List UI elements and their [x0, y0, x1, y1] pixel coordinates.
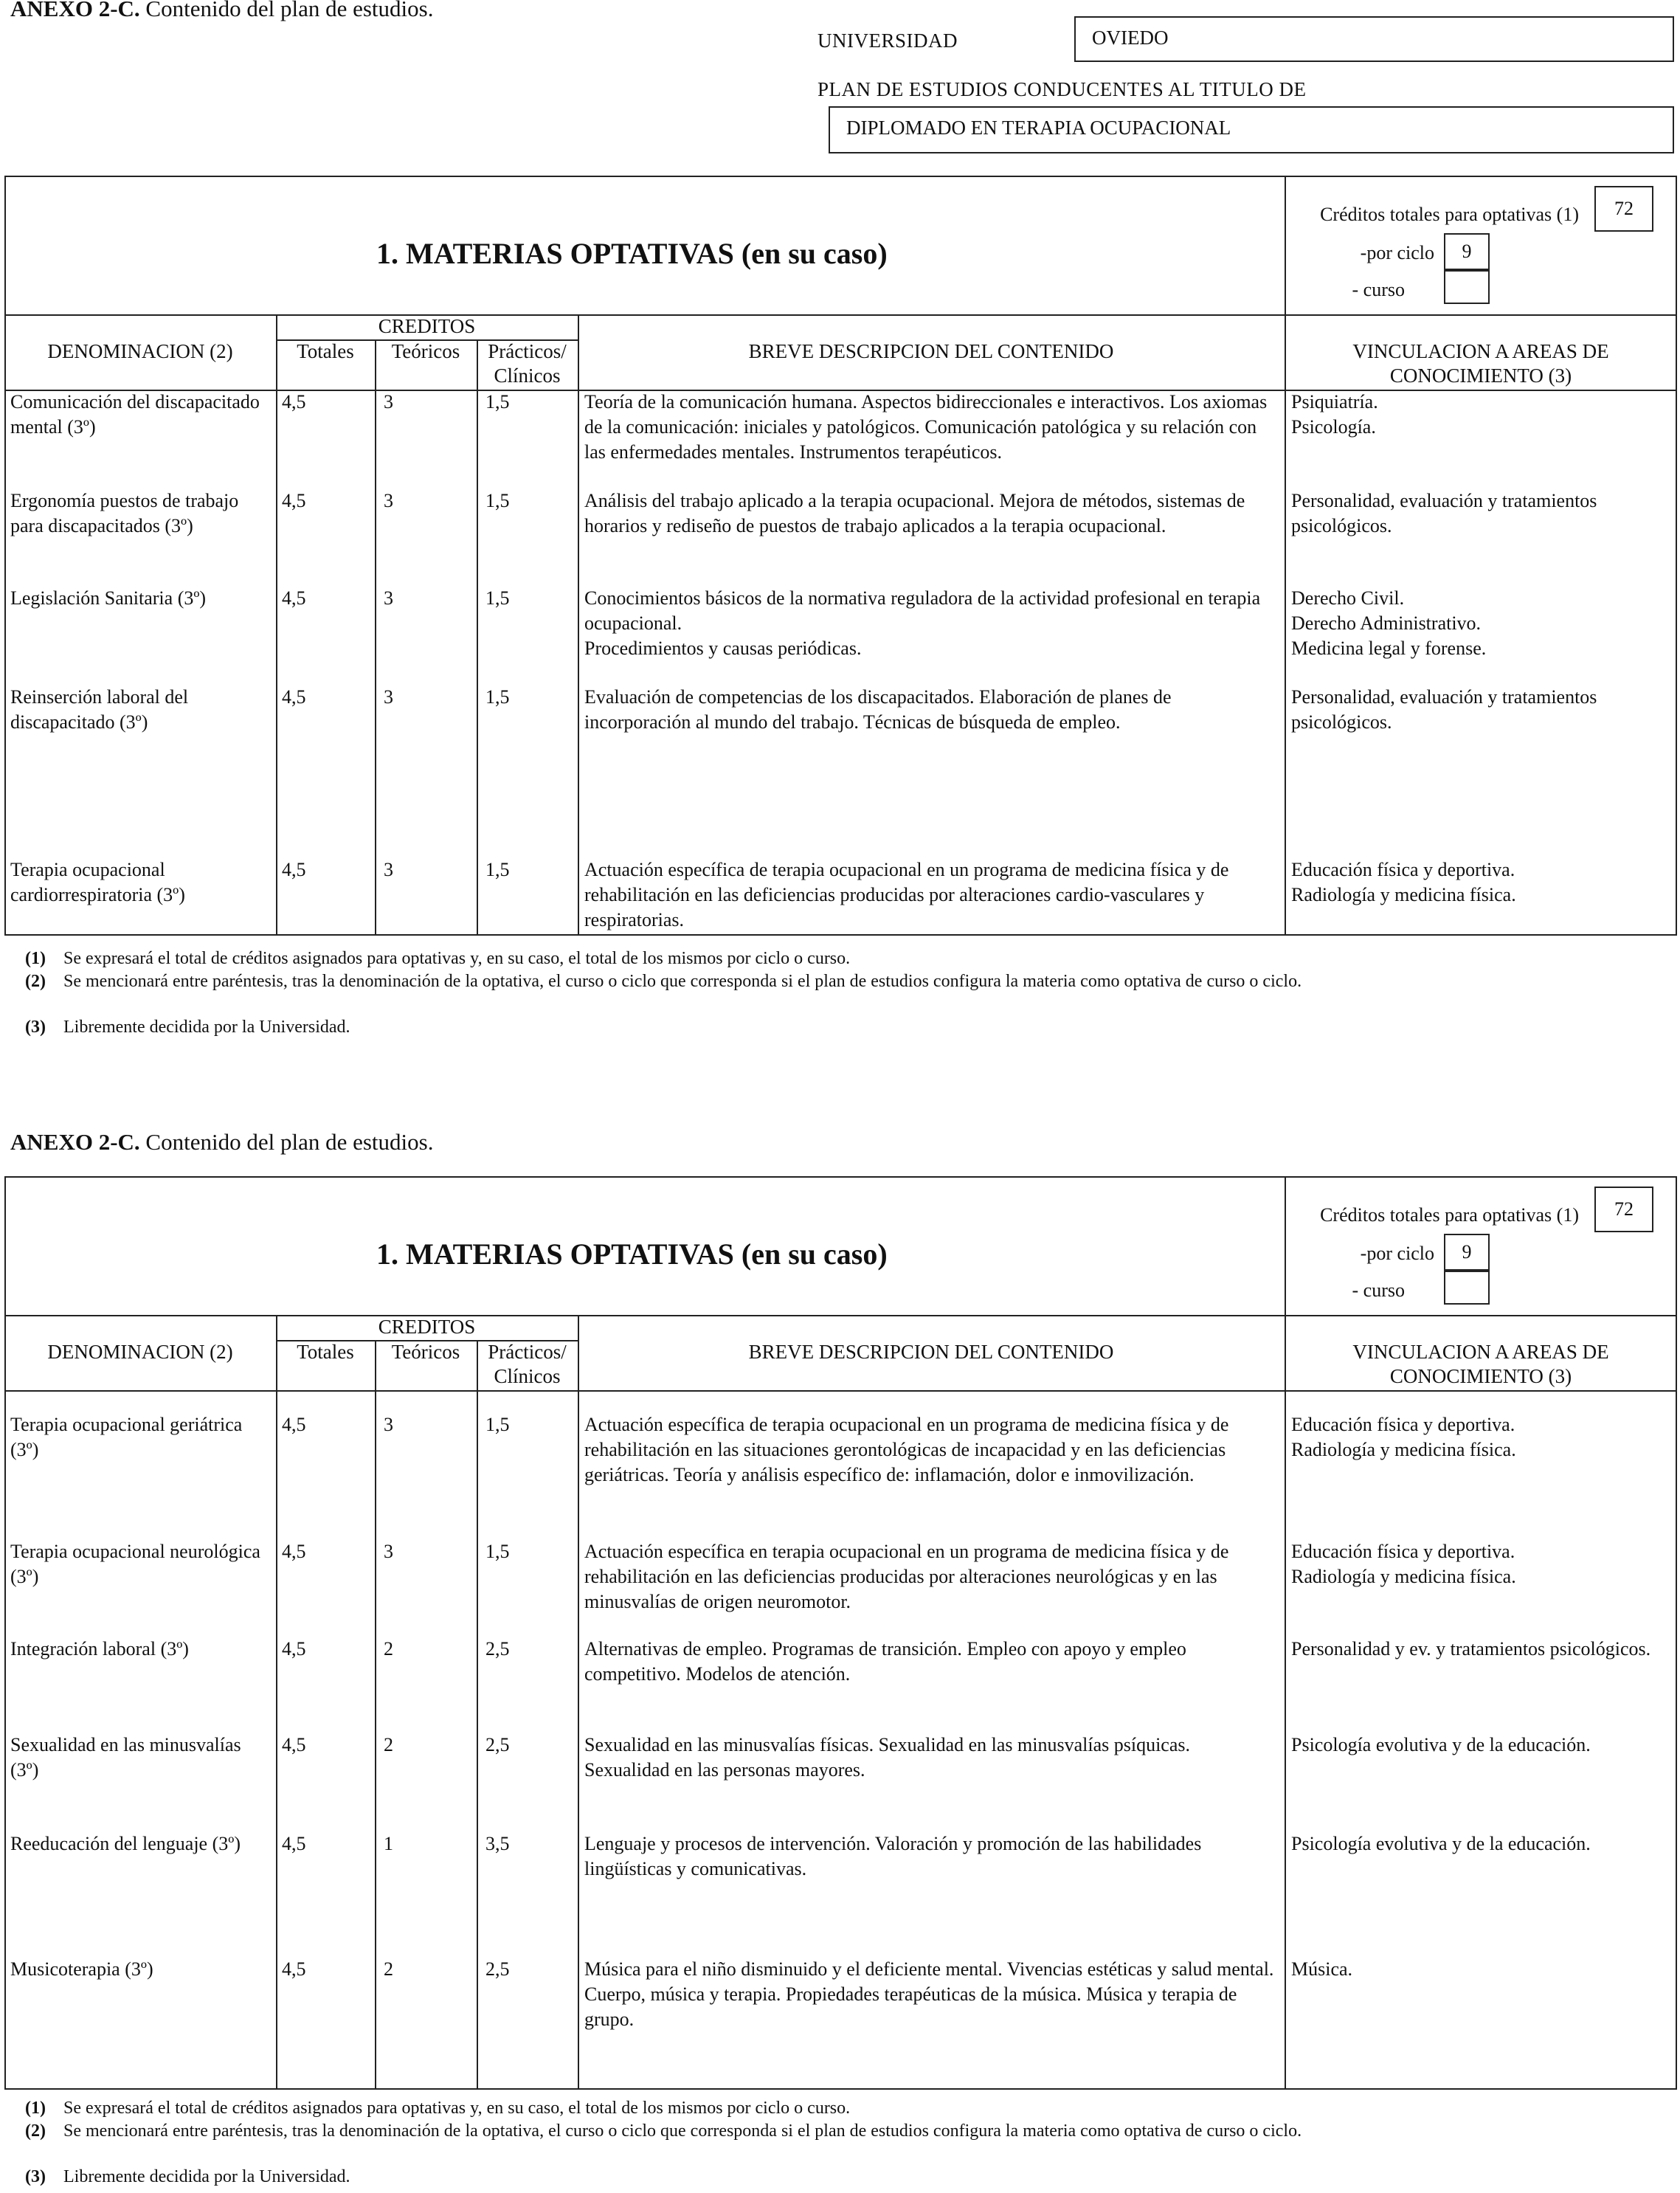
footnote-text: Se expresará el total de créditos asignados para optativas y, en su caso, el total de los mismos por ciclo o curso.	[63, 949, 851, 968]
cell-desc: Actuación específica en terapia ocupacional en un programa de medicina física y de rehabilitación en las deficiencias producidas por alteraciones neurológicas y en las minusvalías de origen neuromotor.	[584, 1541, 1229, 1612]
cell-totales: 4,5	[282, 1414, 306, 1435]
credits-total-box: 72	[1594, 1187, 1653, 1232]
col-divider	[375, 339, 376, 936]
cell-area: Psicología evolutiva y de la educación.	[1291, 1734, 1591, 1755]
cell-practicos: 2,5	[485, 1638, 510, 1660]
cell-practicos: 1,5	[485, 1414, 510, 1435]
cell-totales: 4,5	[282, 1734, 306, 1755]
annex-heading	[10, 1129, 433, 1156]
header-bottom	[4, 1390, 1677, 1392]
per-cycle-label: -por ciclo	[1360, 1243, 1434, 1264]
cell-area: Personalidad y ev. y tratamientos psicológicos.	[1291, 1638, 1651, 1660]
cell-teoricos: 3	[384, 490, 393, 511]
cell-name: Terapia ocupacional neurológica (3º)	[10, 1541, 260, 1587]
col-creditos: CREDITOS	[378, 1316, 476, 1338]
col-divider	[477, 1340, 478, 2090]
cell-practicos: 1,5	[485, 686, 510, 708]
col-divider	[276, 314, 277, 936]
cell-desc: Conocimientos básicos de la normativa reguladora de la actividad profesional en terapia ocupacional. Procedimientos y causas periódicas.	[584, 587, 1261, 659]
footnote-text: Se mencionará entre paréntesis, tras la denominación de la optativa, el curso o ciclo que corresponda si el plan de estudios configura la materia como optativa de curso o ciclo.	[63, 2121, 1302, 2141]
cell-totales: 4,5	[282, 1958, 306, 1980]
cell-teoricos: 3	[384, 686, 393, 708]
optativas-table-2	[4, 1176, 1677, 2090]
annex-label: ANEXO 2-C.	[10, 1129, 140, 1155]
cell-totales: 4,5	[282, 490, 306, 511]
cell-practicos: 1,5	[485, 859, 510, 880]
cell-desc: Análisis del trabajo aplicado a la terapia ocupacional. Mejora de métodos, sistemas de horarios y rediseño de puestos de trabajo aplicados a la terapia ocupacional.	[584, 490, 1245, 536]
footnote-text: Libremente decidida por la Universidad.	[63, 1018, 350, 1037]
col-divider	[276, 1315, 277, 2090]
cell-area: Educación física y deportiva. Radiología y medicina física.	[1291, 1414, 1516, 1460]
table-title: 1. MATERIAS OPTATIVAS (en su caso)	[376, 237, 888, 270]
credits-total-box: 72	[1594, 186, 1653, 232]
cell-practicos: 1,5	[485, 490, 510, 511]
per-course-label: - curso	[1352, 279, 1405, 300]
cell-area: Psiquiatría. Psicología.	[1291, 391, 1378, 438]
cell-teoricos: 3	[384, 1414, 393, 1435]
cell-practicos: 2,5	[485, 1958, 510, 1980]
cell-name: Comunicación del discapacitado mental (3º)	[10, 391, 260, 438]
col-practicos: Prácticos/ Clínicos	[488, 340, 567, 387]
col-divider	[578, 314, 579, 936]
col-descripcion: BREVE DESCRIPCION DEL CONTENIDO	[748, 340, 1114, 362]
cell-teoricos: 3	[384, 587, 393, 609]
per-course-box	[1444, 270, 1490, 304]
university-label: UNIVERSIDAD	[817, 30, 958, 52]
col-divider	[1285, 1176, 1286, 2090]
cell-desc: Actuación específica de terapia ocupacional en un programa de medicina física y de rehabilitación en las deficiencias producidas por alteraciones cardio-vasculares y respiratorias.	[584, 859, 1229, 930]
cell-area: Música.	[1291, 1958, 1353, 1980]
col-denominacion: DENOMINACION (2)	[47, 340, 233, 362]
cell-name: Integración laboral (3º)	[10, 1638, 189, 1660]
col-descripcion: BREVE DESCRIPCION DEL CONTENIDO	[748, 1341, 1114, 1363]
cell-practicos: 1,5	[485, 1541, 510, 1562]
cell-desc: Música para el niño disminuido y el deficiente mental. Vivencias estéticas y salud mental. Cuerpo, música y terapia. Propiedades terapéuticas de la música. Música y terapia de grupo.	[584, 1958, 1274, 2030]
cell-totales: 4,5	[282, 1541, 306, 1562]
cell-teoricos: 3	[384, 1541, 393, 1562]
cell-totales: 4,5	[282, 1638, 306, 1660]
cell-area: Personalidad, evaluación y tratamientos psicológicos.	[1291, 686, 1597, 733]
col-totales: Totales	[297, 340, 354, 362]
footnote-number: (3)	[25, 2167, 46, 2186]
cell-teoricos: 2	[384, 1638, 393, 1660]
degree-value: DIPLOMADO EN TERAPIA OCUPACIONAL	[846, 117, 1231, 139]
per-cycle-box: 9	[1444, 1234, 1490, 1271]
col-divider	[578, 1315, 579, 2090]
col-divider	[477, 339, 478, 936]
cell-practicos: 1,5	[485, 587, 510, 609]
cell-name: Reinserción laboral del discapacitado (3º)	[10, 686, 189, 733]
cell-totales: 4,5	[282, 859, 306, 880]
cell-name: Ergonomía puestos de trabajo para discapacitados (3º)	[10, 490, 239, 536]
cell-teoricos: 2	[384, 1958, 393, 1980]
header-divider	[4, 1315, 1677, 1316]
cell-desc: Actuación específica de terapia ocupacional en un programa de medicina física y de rehabilitación en las situaciones gerontológicas de incapacidad y en las deficiencias geriátricas. Teoría y análisis específico de: inflamación, dolor e inmovilización.	[584, 1414, 1229, 1485]
footnote-number: (1)	[25, 2099, 46, 2118]
footnote-number: (3)	[25, 1018, 46, 1037]
annex-subtitle: Contenido del plan de estudios.	[145, 0, 434, 21]
col-denominacion: DENOMINACION (2)	[47, 1341, 233, 1363]
cell-practicos: 3,5	[485, 1833, 510, 1854]
university-value: OVIEDO	[1092, 27, 1169, 49]
university-field	[1074, 16, 1674, 62]
footnote-text: Se mencionará entre paréntesis, tras la denominación de la optativa, el curso o ciclo que corresponda si el plan de estudios configura la materia como optativa de curso o ciclo.	[63, 972, 1302, 991]
cell-totales: 4,5	[282, 587, 306, 609]
annex-heading	[10, 0, 433, 22]
annex-label: ANEXO 2-C.	[10, 0, 140, 21]
cell-teoricos: 3	[384, 859, 393, 880]
cell-practicos: 1,5	[485, 391, 510, 412]
cell-desc: Lenguaje y procesos de intervención. Valoración y promoción de las habilidades lingüísticas y comunicativas.	[584, 1833, 1202, 1879]
per-cycle-box: 9	[1444, 233, 1490, 270]
cell-name: Terapia ocupacional cardiorrespiratoria (3º)	[10, 859, 185, 905]
cell-area: Educación física y deportiva. Radiología y medicina física.	[1291, 1541, 1516, 1587]
col-practicos: Prácticos/ Clínicos	[488, 1341, 567, 1387]
cell-practicos: 2,5	[485, 1734, 510, 1755]
cell-area: Personalidad, evaluación y tratamientos psicológicos.	[1291, 490, 1597, 536]
cell-name: Musicoterapia (3º)	[10, 1958, 153, 1980]
cell-desc: Alternativas de empleo. Programas de transición. Empleo con apoyo y empleo competitivo. Modelos de atención.	[584, 1638, 1186, 1685]
cell-area: Educación física y deportiva. Radiología y medicina física.	[1291, 859, 1516, 905]
credits-total-label: Créditos totales para optativas (1)	[1320, 1204, 1579, 1226]
cell-area: Derecho Civil. Derecho Administrativo. Medicina legal y forense.	[1291, 587, 1487, 659]
footnote-number: (2)	[25, 2121, 46, 2141]
col-vinculacion: VINCULACION A AREAS DE CONOCIMIENTO (3)	[1352, 1341, 1609, 1387]
col-vinculacion: VINCULACION A AREAS DE CONOCIMIENTO (3)	[1352, 340, 1609, 387]
cell-name: Terapia ocupacional geriátrica (3º)	[10, 1414, 243, 1460]
cell-totales: 4,5	[282, 686, 306, 708]
col-creditos: CREDITOS	[378, 315, 476, 337]
cell-teoricos: 1	[384, 1833, 393, 1854]
col-teoricos: Teóricos	[391, 1341, 460, 1363]
footnote-number: (2)	[25, 972, 46, 991]
cell-name: Reeducación del lenguaje (3º)	[10, 1833, 241, 1854]
table-title: 1. MATERIAS OPTATIVAS (en su caso)	[376, 1237, 888, 1271]
footnote-number: (1)	[25, 949, 46, 968]
degree-field	[829, 106, 1674, 153]
col-divider	[375, 1340, 376, 2090]
header-divider	[4, 314, 1677, 316]
per-course-label: - curso	[1352, 1279, 1405, 1301]
col-teoricos: Teóricos	[391, 340, 460, 362]
cell-desc: Evaluación de competencias de los discapacitados. Elaboración de planes de incorporación al mundo del trabajo. Técnicas de búsqueda de empleo.	[584, 686, 1172, 733]
cell-area: Psicología evolutiva y de la educación.	[1291, 1833, 1591, 1854]
credits-total-label: Créditos totales para optativas (1)	[1320, 204, 1579, 225]
cell-desc: Teoría de la comunicación humana. Aspectos bidireccionales e interactivos. Los axiomas de la comunicación: iniciales y patológicos. Comunicación patológica y su relación con las enfermedades mentales. Instrumentos terapéuticos.	[584, 391, 1268, 463]
cell-teoricos: 2	[384, 1734, 393, 1755]
cell-desc: Sexualidad en las minusvalías físicas. Sexualidad en las minusvalías psíquicas. Sexualidad en las personas mayores.	[584, 1734, 1191, 1781]
footnote-text: Se expresará el total de créditos asignados para optativas y, en su caso, el total de los mismos por ciclo o curso.	[63, 2099, 851, 2118]
cell-totales: 4,5	[282, 1833, 306, 1854]
cell-name: Legislación Sanitaria (3º)	[10, 587, 207, 609]
per-cycle-label: -por ciclo	[1360, 242, 1434, 263]
col-divider	[1285, 176, 1286, 936]
footnote-text: Libremente decidida por la Universidad.	[63, 2167, 350, 2186]
cell-name: Sexualidad en las minusvalías (3º)	[10, 1734, 241, 1781]
cell-totales: 4,5	[282, 391, 306, 412]
cell-teoricos: 3	[384, 391, 393, 412]
plan-label: PLAN DE ESTUDIOS CONDUCENTES AL TITULO DE	[817, 78, 1307, 100]
optativas-table-1	[4, 176, 1677, 936]
per-course-box	[1444, 1271, 1490, 1305]
annex-subtitle: Contenido del plan de estudios.	[145, 1129, 434, 1155]
col-totales: Totales	[297, 1341, 354, 1363]
